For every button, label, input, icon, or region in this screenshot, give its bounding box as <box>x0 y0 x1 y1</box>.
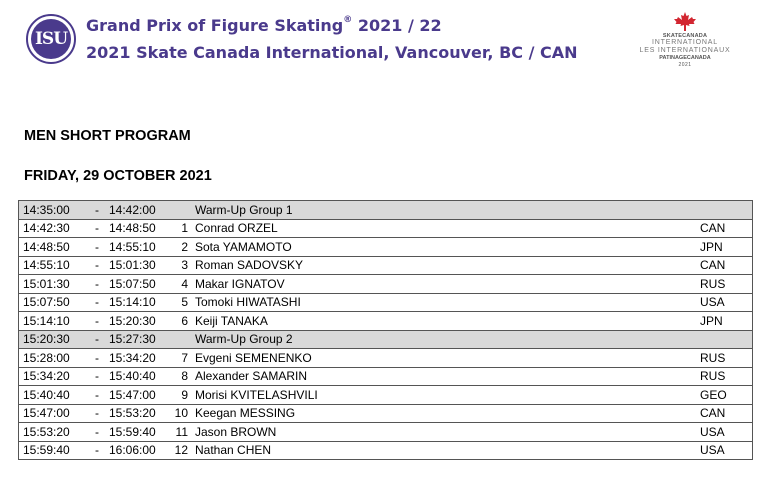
skater-name: Makar IGNATOV <box>195 276 285 291</box>
end-time: 14:42:00 <box>109 202 156 217</box>
nation-code: CAN <box>700 258 726 273</box>
nation-cell <box>700 238 753 257</box>
start-time: 14:48:50 <box>23 239 70 254</box>
end-time: 15:07:50 <box>109 276 156 291</box>
nation-code: USA <box>700 295 725 310</box>
nation-cell <box>700 367 753 386</box>
nation-cell <box>700 349 753 368</box>
start-number: 3 <box>181 258 188 273</box>
skater-name: Conrad ORZEL <box>195 221 278 236</box>
start-number: 8 <box>181 369 188 384</box>
start-time: 15:47:00 <box>23 406 70 421</box>
logo-line-international: INTERNATIONAL <box>652 39 718 46</box>
start-time: 15:34:20 <box>23 369 70 384</box>
time-cell <box>19 386 180 405</box>
nation-code: CAN <box>700 406 726 421</box>
time-separator: - <box>95 443 99 458</box>
series-title-suffix: 2021 / 22 <box>352 16 442 35</box>
nation-cell <box>700 201 753 220</box>
end-time: 15:59:40 <box>109 424 156 439</box>
skater-name: Nathan CHEN <box>195 443 272 458</box>
nation-cell <box>700 312 753 331</box>
end-time: 15:34:20 <box>109 350 156 365</box>
skater-row <box>19 293 753 312</box>
nation-cell <box>700 256 753 275</box>
skater-row <box>19 275 753 294</box>
time-separator: - <box>95 276 99 291</box>
time-cell <box>19 349 180 368</box>
skater-cell <box>179 349 700 368</box>
time-separator: - <box>95 313 99 328</box>
time-separator: - <box>95 406 99 421</box>
start-time: 15:53:20 <box>23 424 70 439</box>
isu-logo <box>26 14 76 64</box>
nation-cell <box>700 275 753 294</box>
skater-row <box>19 386 753 405</box>
nation-code: USA <box>700 443 725 458</box>
nation-code: JPN <box>700 239 723 254</box>
time-cell <box>19 404 180 423</box>
skater-row <box>19 367 753 386</box>
time-separator: - <box>95 239 99 254</box>
warmup-row <box>19 330 753 349</box>
skater-name: Jason BROWN <box>195 424 277 439</box>
nation-code: USA <box>700 424 725 439</box>
time-separator: - <box>95 295 99 310</box>
schedule-body <box>19 201 753 460</box>
start-time: 15:14:10 <box>23 313 70 328</box>
start-time: 15:40:40 <box>23 387 70 402</box>
nation-cell <box>700 293 753 312</box>
skater-name: Morisi KVITELASHVILI <box>195 387 318 402</box>
time-cell <box>19 312 180 331</box>
skater-row <box>19 423 753 442</box>
skater-cell <box>175 423 700 442</box>
skater-cell <box>174 404 700 423</box>
start-number: 5 <box>181 295 188 310</box>
start-time: 14:42:30 <box>23 221 70 236</box>
start-time: 14:55:10 <box>23 258 70 273</box>
skater-row <box>19 404 753 423</box>
segment-date: FRIDAY, 29 OCTOBER 2021 <box>24 168 212 184</box>
skater-row <box>19 441 753 460</box>
skater-row <box>19 256 753 275</box>
nation-cell <box>700 219 753 238</box>
skater-row <box>19 219 753 238</box>
time-separator: - <box>95 424 99 439</box>
series-title-prefix: Grand Prix of Figure Skating <box>86 16 344 35</box>
logo-line-internationaux: LES INTERNATIONAUX <box>639 47 731 54</box>
time-separator: - <box>95 332 99 347</box>
nation-cell <box>700 330 753 349</box>
competition-series-title <box>86 16 442 35</box>
skater-name: Tomoki HIWATASHI <box>195 295 301 310</box>
nation-code: RUS <box>700 276 726 291</box>
start-time: 15:20:30 <box>23 332 70 347</box>
skater-row <box>19 312 753 331</box>
end-time: 14:55:10 <box>109 239 156 254</box>
skater-cell <box>179 293 700 312</box>
segment-title: MEN SHORT PROGRAM <box>24 128 191 144</box>
skate-canada-logo <box>630 12 740 72</box>
nation-cell <box>700 386 753 405</box>
nation-cell <box>700 404 753 423</box>
skater-row <box>19 349 753 368</box>
nation-code: RUS <box>700 369 726 384</box>
end-time: 15:01:30 <box>109 258 156 273</box>
warmup-label: Warm-Up Group 1 <box>195 202 293 217</box>
end-time: 15:27:30 <box>109 332 156 347</box>
time-cell <box>19 219 180 238</box>
skater-cell <box>179 386 700 405</box>
nation-cell <box>700 423 753 442</box>
skater-cell <box>179 219 700 238</box>
skater-name: Keegan MESSING <box>195 406 296 421</box>
time-separator: - <box>95 202 99 217</box>
warmup-row <box>19 201 753 220</box>
warmup-label-cell <box>179 201 700 220</box>
warmup-label-cell <box>179 330 700 349</box>
logo-line-patinagecanada: PATINAGECANADA <box>659 55 711 61</box>
start-number: 9 <box>181 387 188 402</box>
start-time: 15:07:50 <box>23 295 70 310</box>
start-time: 14:35:00 <box>23 202 70 217</box>
end-time: 16:06:00 <box>109 443 156 458</box>
skater-name: Evgeni SEMENENKO <box>195 350 312 365</box>
start-number: 12 <box>174 443 188 458</box>
time-separator: - <box>95 221 99 236</box>
skater-cell <box>179 275 700 294</box>
skater-name: Sota YAMAMOTO <box>195 239 292 254</box>
skater-cell <box>179 312 700 331</box>
end-time: 15:40:40 <box>109 369 156 384</box>
time-cell <box>19 238 180 257</box>
isu-logo-text: ISU <box>31 19 71 59</box>
skater-cell <box>174 441 700 460</box>
skater-name: Alexander SAMARIN <box>195 369 308 384</box>
start-time: 15:01:30 <box>23 276 70 291</box>
skater-row <box>19 238 753 257</box>
skater-cell <box>179 367 700 386</box>
time-cell <box>19 275 180 294</box>
time-separator: - <box>95 350 99 365</box>
warmup-label: Warm-Up Group 2 <box>195 332 293 347</box>
time-separator: - <box>95 387 99 402</box>
time-cell <box>19 441 180 460</box>
end-time: 15:53:20 <box>109 406 156 421</box>
time-cell <box>19 367 180 386</box>
start-time: 15:59:40 <box>23 443 70 458</box>
end-time: 15:47:00 <box>109 387 156 402</box>
nation-cell <box>700 441 753 460</box>
skater-cell <box>179 238 700 257</box>
registered-mark: ® <box>343 15 353 25</box>
time-cell <box>19 256 180 275</box>
start-time: 15:28:00 <box>23 350 70 365</box>
nation-code: JPN <box>700 313 723 328</box>
start-number: 11 <box>175 424 188 439</box>
start-number: 10 <box>174 406 188 421</box>
logo-line-year: 2021 <box>678 62 692 68</box>
nation-code: RUS <box>700 350 726 365</box>
end-time: 14:48:50 <box>109 221 156 236</box>
competition-event-title: 2021 Skate Canada International, Vancouver, BC / CAN <box>86 43 578 62</box>
end-time: 15:20:30 <box>109 313 156 328</box>
start-number: 4 <box>181 276 188 291</box>
start-number: 2 <box>181 239 188 254</box>
time-cell <box>19 293 180 312</box>
time-separator: - <box>95 369 99 384</box>
time-cell <box>19 201 180 220</box>
start-number: 6 <box>181 313 188 328</box>
schedule-table <box>18 200 753 460</box>
maple-leaf-icon <box>674 12 696 32</box>
skater-name: Keiji TANAKA <box>195 313 268 328</box>
logo-line-skatecanada: SKATECANADA <box>662 33 708 39</box>
time-cell <box>19 330 180 349</box>
end-time: 15:14:10 <box>109 295 156 310</box>
nation-code: GEO <box>700 387 727 402</box>
skater-cell <box>179 256 700 275</box>
nation-code: CAN <box>700 221 726 236</box>
skater-name: Roman SADOVSKY <box>195 258 304 273</box>
start-number: 1 <box>181 221 188 236</box>
time-cell <box>19 423 180 442</box>
time-separator: - <box>95 258 99 273</box>
start-number: 7 <box>181 350 188 365</box>
